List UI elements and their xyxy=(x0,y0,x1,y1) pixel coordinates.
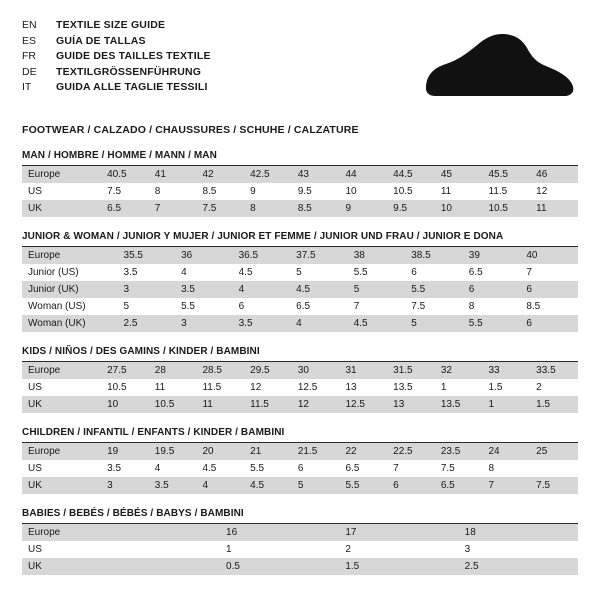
size-cell: 38 xyxy=(348,247,406,264)
size-cell: 12 xyxy=(292,396,340,413)
size-group xyxy=(22,150,578,217)
size-cell: 4.5 xyxy=(290,281,348,298)
language-code: EN xyxy=(22,19,37,31)
size-cell: 21 xyxy=(244,443,292,460)
size-cell: 9.5 xyxy=(387,200,435,217)
size-cell: 16 xyxy=(220,524,339,541)
table-row xyxy=(22,166,578,183)
size-cell: 12 xyxy=(536,186,548,197)
size-cell: 45 xyxy=(435,166,483,183)
table-row xyxy=(22,443,578,460)
size-cell: 4.5 xyxy=(202,463,217,474)
row-label: Europe xyxy=(22,166,101,183)
table-row xyxy=(22,264,578,281)
size-cell: 1.5 xyxy=(530,396,578,413)
size-cell: 7.5 xyxy=(440,463,455,474)
size-cell: 9.5 xyxy=(297,186,312,197)
size-cell: 22.5 xyxy=(387,443,435,460)
size-group xyxy=(22,508,578,575)
table-row xyxy=(22,558,578,575)
size-group xyxy=(22,346,578,413)
size-cell: 5.5 xyxy=(181,301,195,312)
size-cell: 3.5 xyxy=(149,477,197,494)
size-cell: 18 xyxy=(459,524,578,541)
language-title: GUIDE DES TAILLES TEXTILE xyxy=(56,50,211,62)
size-cell: 40 xyxy=(520,247,578,264)
size-cell: 11 xyxy=(440,186,452,197)
size-group-title: JUNIOR & WOMAN / JUNIOR Y MUJER / JUNIOR ET FEMME / JUNIOR UND FRAU / JUNIOR E DONA xyxy=(22,231,578,247)
size-cell: 4 xyxy=(181,267,187,278)
size-group-title: MAN / HOMBRE / HOMME / MANN / MAN xyxy=(22,150,578,166)
size-cell: 11.5 xyxy=(202,382,222,393)
language-code: FR xyxy=(22,50,36,62)
size-cell: 8.5 xyxy=(292,200,340,217)
size-cell: 5 xyxy=(405,315,463,332)
row-label: Junior (UK) xyxy=(22,281,118,298)
size-cell: 12 xyxy=(250,382,262,393)
size-cell: 7.5 xyxy=(530,477,578,494)
size-cell: 17 xyxy=(339,524,458,541)
size-cell: 2.5 xyxy=(459,558,578,575)
category-title: FOOTWEAR / CALZADO / CHAUSSURES / SCHUHE / CALZATURE xyxy=(22,124,359,136)
size-cell: 4.5 xyxy=(238,267,253,278)
size-cell: 1.5 xyxy=(339,558,458,575)
language-title-list xyxy=(22,18,211,96)
size-cell: 6.5 xyxy=(345,463,360,474)
size-cell: 6.5 xyxy=(468,267,483,278)
size-group-title: KIDS / NIÑOS / DES GAMINS / KINDER / BAMBINI xyxy=(22,346,578,362)
size-cell: 6 xyxy=(238,301,245,312)
size-cell: 28 xyxy=(149,362,197,379)
row-label: UK xyxy=(22,558,220,575)
size-cell: 27.5 xyxy=(101,362,149,379)
size-cell: 8 xyxy=(468,301,475,312)
size-cell: 8 xyxy=(154,186,161,197)
size-cell: 43 xyxy=(292,166,340,183)
row-label: UK xyxy=(22,477,101,494)
table-row xyxy=(22,247,578,264)
row-label: Woman (UK) xyxy=(22,315,118,332)
size-cell: 5 xyxy=(348,281,406,298)
size-cell: 10 xyxy=(435,200,483,217)
language-title: TEXTILGRÖSSENFÜHRUNG xyxy=(56,65,202,78)
language-code: DE xyxy=(22,65,37,78)
table-row xyxy=(22,477,578,494)
size-cell: 7 xyxy=(149,200,197,217)
size-cell: 4 xyxy=(154,463,161,474)
size-cell: 11 xyxy=(154,382,166,393)
size-cell: 13 xyxy=(387,396,435,413)
size-cell: 8.5 xyxy=(202,186,217,197)
size-group-title: BABIES / BEBÉS / BÉBÉS / BABYS / BAMBINI xyxy=(22,508,578,524)
size-cell: 5 xyxy=(123,301,130,312)
size-cell: 1 xyxy=(440,382,447,393)
size-cell: 13.5 xyxy=(393,382,413,393)
row-label: Europe xyxy=(22,524,220,541)
size-table xyxy=(22,166,578,217)
size-cell: 11.5 xyxy=(244,396,292,413)
size-cell: 10.5 xyxy=(149,396,197,413)
language-code: ES xyxy=(22,34,37,47)
size-cell: 4.5 xyxy=(348,315,406,332)
size-cell: 28.5 xyxy=(196,362,244,379)
size-cell: 2 xyxy=(536,382,542,393)
size-cell: 10.5 xyxy=(483,200,531,217)
size-cell: 42.5 xyxy=(244,166,292,183)
size-cell: 9 xyxy=(339,200,387,217)
size-cell: 3 xyxy=(101,477,149,494)
row-label: Junior (US) xyxy=(28,267,79,278)
size-cell: 22 xyxy=(339,443,387,460)
size-cell: 2.5 xyxy=(118,315,176,332)
size-cell: 24 xyxy=(483,443,531,460)
size-group xyxy=(22,231,578,332)
size-cell: 6 xyxy=(520,281,578,298)
size-cell: 5.5 xyxy=(353,267,368,278)
size-cell: 6 xyxy=(463,281,521,298)
size-cell: 33 xyxy=(483,362,531,379)
size-cell: 3 xyxy=(118,281,176,298)
size-cell: 12.5 xyxy=(297,382,318,393)
language-row xyxy=(22,18,211,34)
size-cell: 8.5 xyxy=(526,301,541,312)
table-row xyxy=(22,281,578,298)
size-cell: 10.5 xyxy=(393,186,413,197)
size-cell: 36 xyxy=(175,247,233,264)
size-cell xyxy=(530,460,578,477)
size-table xyxy=(22,524,578,575)
table-row xyxy=(22,396,578,413)
row-label: UK xyxy=(22,200,101,217)
size-cell: 3.5 xyxy=(175,281,233,298)
language-code: IT xyxy=(22,81,32,93)
size-group-title: CHILDREN / INFANTIL / ENFANTS / KINDER / BAMBINI xyxy=(22,427,578,443)
size-cell: 7 xyxy=(483,477,531,494)
size-cell: 4 xyxy=(196,477,244,494)
table-row xyxy=(22,541,578,558)
row-label: Europe xyxy=(22,247,118,264)
size-cell: 1 xyxy=(483,396,531,413)
table-row xyxy=(22,379,578,396)
row-label: Europe xyxy=(22,362,101,379)
row-label: US xyxy=(28,186,42,197)
dress-shoe-icon xyxy=(386,28,576,106)
row-label: UK xyxy=(22,396,101,413)
language-row xyxy=(22,49,211,65)
size-tables-container xyxy=(22,150,578,575)
row-label: US xyxy=(28,544,42,555)
table-row xyxy=(22,460,578,477)
size-cell: 45.5 xyxy=(483,166,531,183)
language-title: GUÍA DE TALLAS xyxy=(56,34,146,47)
size-cell: 23.5 xyxy=(435,443,483,460)
size-cell: 31.5 xyxy=(387,362,435,379)
size-cell: 5.5 xyxy=(250,463,265,474)
table-row xyxy=(22,362,578,379)
size-cell: 36.5 xyxy=(233,247,291,264)
size-cell: 6 xyxy=(297,463,304,474)
size-cell: 1.5 xyxy=(488,382,503,393)
table-row xyxy=(22,315,578,332)
size-cell: 5.5 xyxy=(463,315,521,332)
size-cell: 46 xyxy=(530,166,578,183)
row-label: Europe xyxy=(22,443,101,460)
size-cell: 7.5 xyxy=(107,186,122,197)
row-label: Woman (US) xyxy=(28,301,86,312)
size-cell: 13.5 xyxy=(435,396,483,413)
size-table xyxy=(22,247,578,332)
size-cell: 7 xyxy=(526,267,532,278)
size-cell: 32 xyxy=(435,362,483,379)
size-cell: 35.5 xyxy=(118,247,176,264)
row-label: US xyxy=(28,382,42,393)
size-cell: 33.5 xyxy=(530,362,578,379)
language-row xyxy=(22,80,211,96)
size-cell: 6 xyxy=(411,267,417,278)
size-cell: 8 xyxy=(488,463,495,474)
size-cell: 0.5 xyxy=(220,558,339,575)
size-cell: 7.5 xyxy=(196,200,244,217)
size-cell: 9 xyxy=(250,186,256,197)
size-cell: 10 xyxy=(101,396,149,413)
size-cell: 44.5 xyxy=(387,166,435,183)
size-cell: 19.5 xyxy=(149,443,197,460)
language-row xyxy=(22,65,211,81)
size-cell: 41 xyxy=(149,166,197,183)
size-cell: 42 xyxy=(196,166,244,183)
size-cell: 10.5 xyxy=(107,382,127,393)
table-row xyxy=(22,524,578,541)
size-table xyxy=(22,362,578,413)
size-cell: 11 xyxy=(196,396,244,413)
table-row xyxy=(22,200,578,217)
size-cell: 11 xyxy=(530,200,578,217)
size-cell: 4 xyxy=(233,281,291,298)
size-cell: 4.5 xyxy=(244,477,292,494)
size-table xyxy=(22,443,578,494)
language-title: GUIDA ALLE TAGLIE TESSILI xyxy=(56,81,208,93)
size-cell: 13 xyxy=(345,382,357,393)
size-cell: 19 xyxy=(101,443,149,460)
language-title: TEXTILE SIZE GUIDE xyxy=(56,19,166,31)
size-cell: 6.5 xyxy=(435,477,483,494)
size-cell: 38.5 xyxy=(405,247,463,264)
size-cell: 3 xyxy=(175,315,233,332)
size-cell: 3.5 xyxy=(123,267,138,278)
size-cell: 40.5 xyxy=(101,166,149,183)
size-cell: 6.5 xyxy=(296,301,311,312)
size-cell: 7 xyxy=(393,463,399,474)
size-cell: 21.5 xyxy=(292,443,340,460)
size-cell: 5.5 xyxy=(339,477,387,494)
size-cell: 1 xyxy=(226,544,232,555)
size-cell: 11.5 xyxy=(488,186,508,197)
size-cell: 5 xyxy=(296,267,302,278)
row-label: US xyxy=(28,463,42,474)
size-cell: 6 xyxy=(520,315,578,332)
size-cell: 3.5 xyxy=(233,315,291,332)
size-cell: 3.5 xyxy=(107,463,122,474)
size-cell: 7 xyxy=(353,301,360,312)
size-cell: 25 xyxy=(530,443,578,460)
table-row xyxy=(22,298,578,315)
size-cell: 10 xyxy=(345,186,357,197)
size-cell: 37.5 xyxy=(290,247,348,264)
size-cell: 44 xyxy=(339,166,387,183)
size-cell: 2 xyxy=(345,544,351,555)
table-row xyxy=(22,183,578,200)
size-cell: 39 xyxy=(463,247,521,264)
size-cell: 31 xyxy=(339,362,387,379)
size-cell: 12.5 xyxy=(339,396,387,413)
size-cell: 7.5 xyxy=(411,301,426,312)
size-cell: 20 xyxy=(196,443,244,460)
page-header xyxy=(22,18,578,110)
size-cell: 8 xyxy=(244,200,292,217)
size-cell: 6.5 xyxy=(101,200,149,217)
size-cell: 5 xyxy=(292,477,340,494)
size-cell: 30 xyxy=(292,362,340,379)
size-group xyxy=(22,427,578,494)
language-row xyxy=(22,34,211,50)
size-cell: 3 xyxy=(464,544,471,555)
size-cell: 4 xyxy=(290,315,348,332)
size-cell: 6 xyxy=(387,477,435,494)
size-cell: 29.5 xyxy=(244,362,292,379)
size-cell: 5.5 xyxy=(405,281,463,298)
